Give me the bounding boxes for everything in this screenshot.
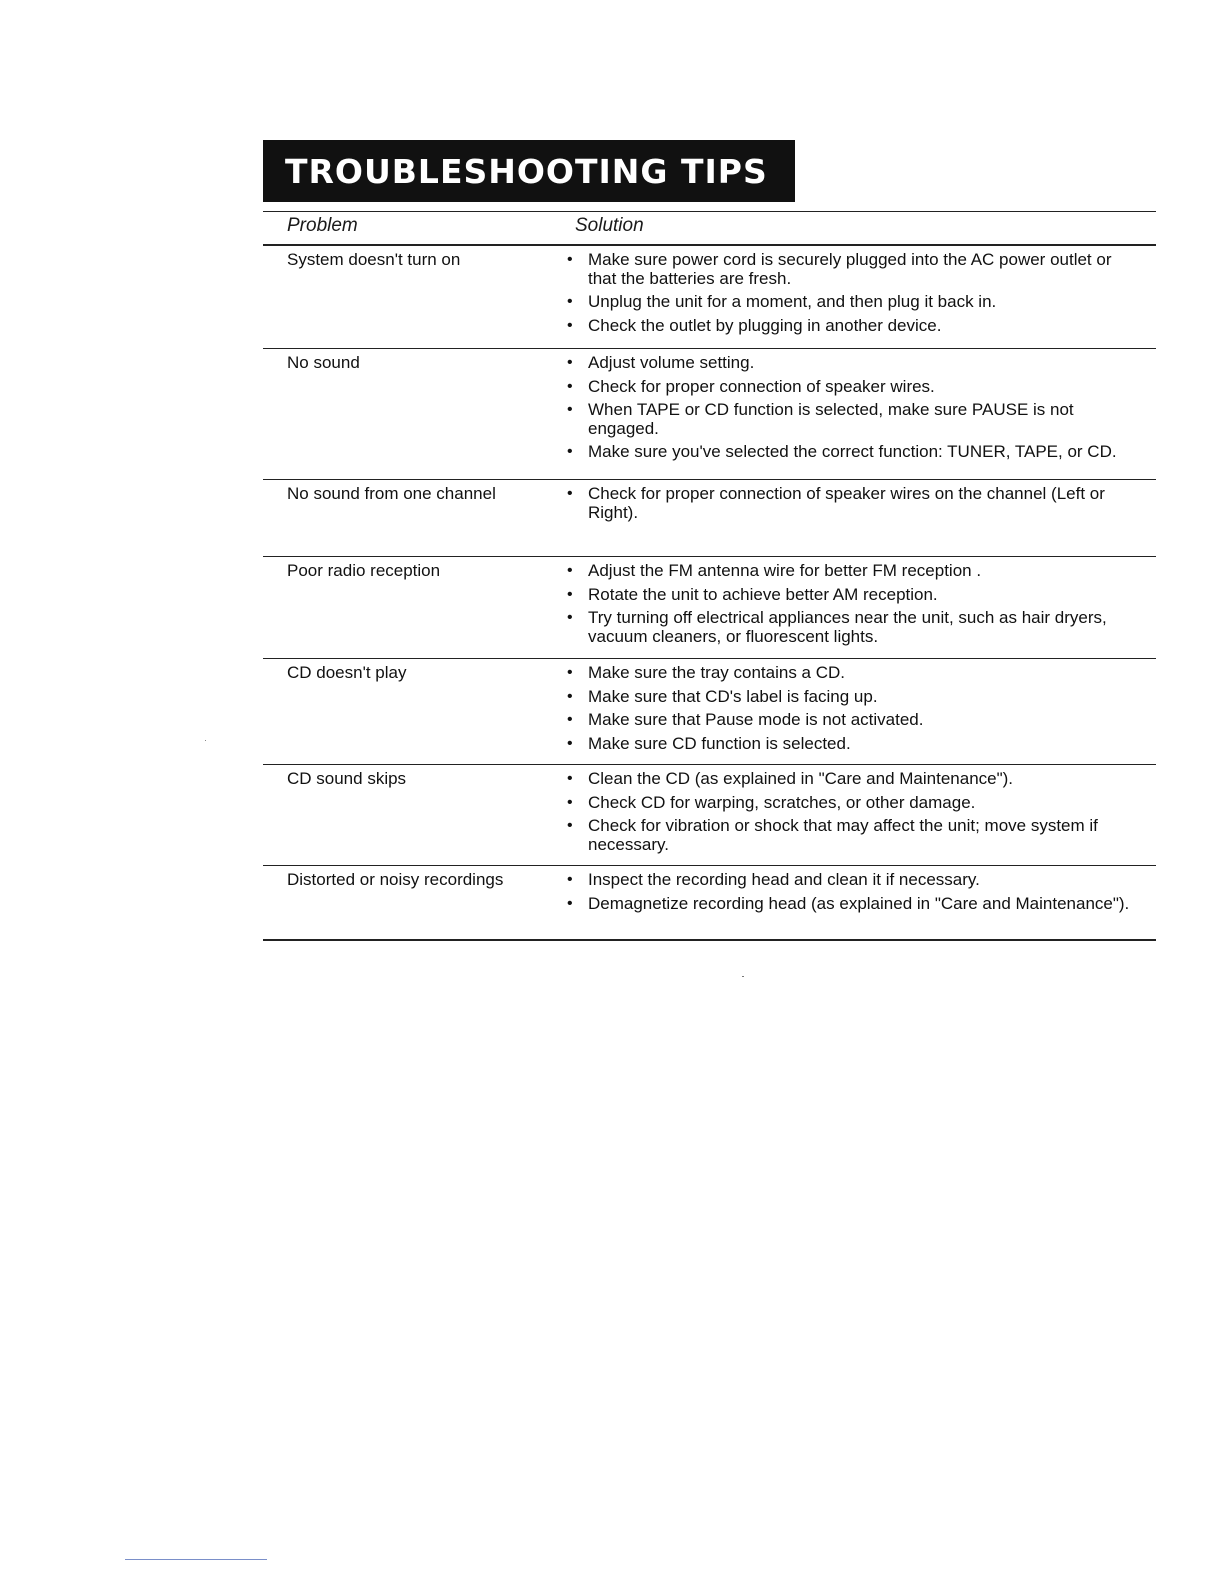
problem-cell: CD doesn't play bbox=[287, 663, 407, 682]
scan-speck bbox=[742, 976, 744, 977]
solution-item: • Check for vibration or shock that may affect the unit; move system if necessary. bbox=[567, 817, 1132, 854]
table-row bbox=[263, 866, 1156, 941]
table-header bbox=[263, 211, 1156, 246]
solution-item: • Rotate the unit to achieve better AM reception. bbox=[567, 586, 1132, 605]
table-row bbox=[263, 246, 1156, 349]
problem-cell: System doesn't turn on bbox=[287, 250, 461, 269]
solution-column-header: Solution bbox=[575, 215, 644, 236]
table-row bbox=[263, 659, 1156, 765]
solution-item: • Demagnetize recording head (as explained in "Care and Maintenance"). bbox=[567, 895, 1132, 914]
solution-item: • Clean the CD (as explained in "Care and Maintenance"). bbox=[567, 770, 1132, 789]
solution-item: • Make sure that Pause mode is not activated. bbox=[567, 711, 1132, 730]
solution-list bbox=[567, 562, 1132, 651]
solution-item: • Check for proper connection of speaker wires. bbox=[567, 378, 1132, 397]
solution-item: • Adjust volume setting. bbox=[567, 354, 1132, 373]
solution-item: • Make sure the tray contains a CD. bbox=[567, 664, 1132, 683]
solution-list bbox=[567, 871, 1132, 918]
solution-item: • Make sure power cord is securely plugged into the AC power outlet or that the batteries are fresh. bbox=[567, 251, 1132, 288]
solution-item: • Adjust the FM antenna wire for better FM reception . bbox=[567, 562, 1132, 581]
solution-item: • Try turning off electrical appliances near the unit, such as hair dryers, vacuum cleaners, or fluorescent lights. bbox=[567, 609, 1132, 646]
solution-item: • Check for proper connection of speaker wires on the channel (Left or Right). bbox=[567, 485, 1132, 522]
solution-item: • Inspect the recording head and clean it if necessary. bbox=[567, 871, 1132, 890]
solution-item: • When TAPE or CD function is selected, make sure PAUSE is not engaged. bbox=[567, 401, 1132, 438]
scan-speck bbox=[205, 740, 206, 741]
solution-item: • Check CD for warping, scratches, or other damage. bbox=[567, 794, 1132, 813]
solution-list bbox=[567, 354, 1132, 467]
solution-list bbox=[567, 770, 1132, 859]
page-title: TROUBLESHOOTING TIPS bbox=[263, 140, 795, 202]
solution-item: • Unplug the unit for a moment, and then plug it back in. bbox=[567, 293, 1132, 312]
problem-cell: No sound bbox=[287, 353, 360, 372]
solution-list bbox=[567, 485, 1132, 527]
problem-cell: CD sound skips bbox=[287, 769, 407, 788]
problem-cell: Distorted or noisy recordings bbox=[287, 870, 504, 889]
solution-item: • Make sure you've selected the correct function: TUNER, TAPE, or CD. bbox=[567, 443, 1132, 462]
table-row bbox=[263, 349, 1156, 480]
table-row bbox=[263, 765, 1156, 866]
footnote-rule bbox=[125, 1559, 267, 1560]
solution-item: • Make sure that CD's label is facing up. bbox=[567, 688, 1132, 707]
solution-item: • Make sure CD function is selected. bbox=[567, 735, 1132, 754]
solution-item: • Check the outlet by plugging in another device. bbox=[567, 317, 1132, 336]
solution-list bbox=[567, 251, 1132, 340]
table-row bbox=[263, 557, 1156, 659]
solution-list bbox=[567, 664, 1132, 758]
troubleshooting-table bbox=[263, 211, 1156, 941]
problem-column-header: Problem bbox=[287, 215, 358, 236]
table-row bbox=[263, 480, 1156, 557]
problem-cell: Poor radio reception bbox=[287, 561, 441, 580]
problem-cell: No sound from one channel bbox=[287, 484, 496, 503]
